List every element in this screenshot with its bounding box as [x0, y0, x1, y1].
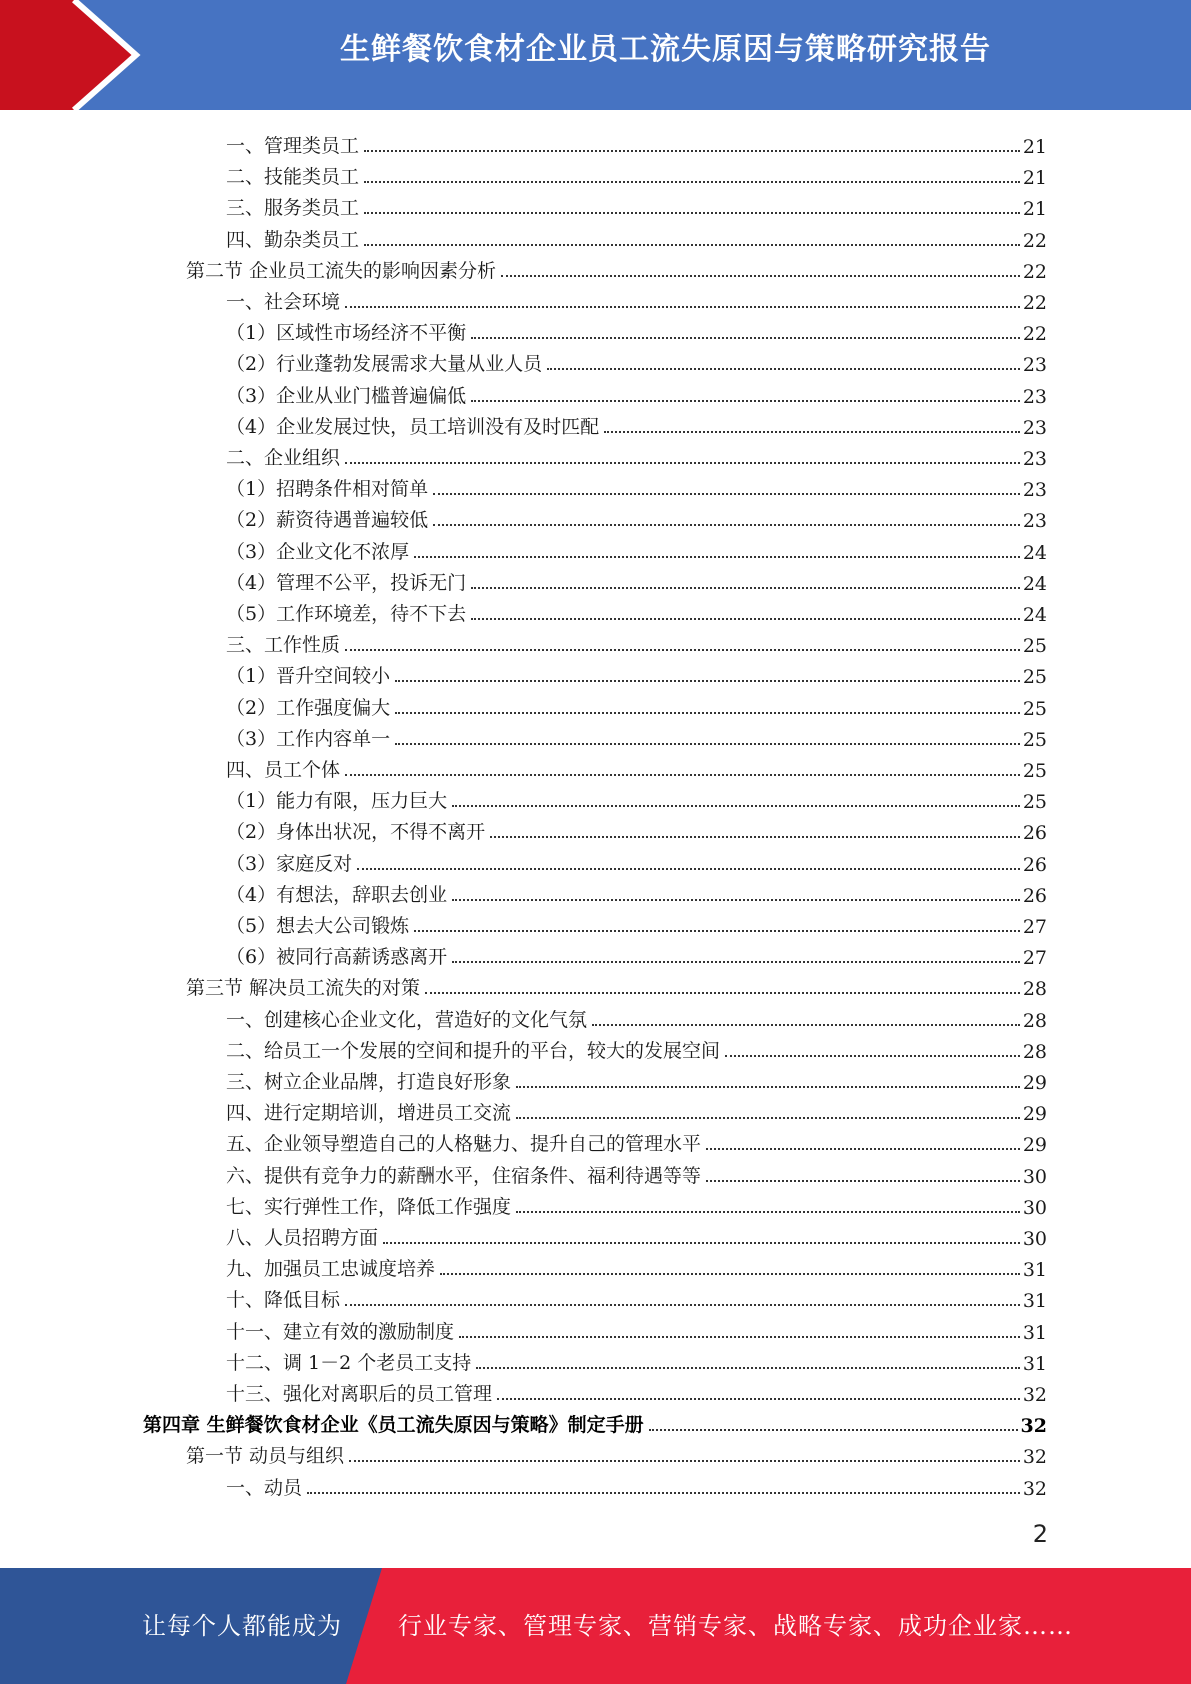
toc-entry-page: 21 — [1022, 198, 1047, 221]
footer-slogan-left: 让每个人都能成为 — [142, 1612, 342, 1640]
toc-entry-label: 一、管理类员工 — [226, 135, 360, 157]
toc-leader-dots — [452, 805, 1020, 807]
toc-leader-dots — [345, 306, 1020, 308]
toc-entry[interactable] — [226, 876, 1047, 907]
toc-entry[interactable] — [226, 533, 1047, 564]
toc-entry-label: 第二节 企业员工流失的影响因素分析 — [186, 259, 497, 282]
page-number: 2 — [1032, 1520, 1048, 1548]
toc-entry-label: 第三节 解决员工流失的对策 — [186, 977, 421, 1000]
toc-entry-label: 五、企业领导塑造自己的人格魅力、提升自己的管理水平 — [226, 1133, 702, 1156]
document-title: 生鲜餐饮食材企业员工流失原因与策略研究报告 — [340, 32, 991, 67]
toc-entry-label: 七、实行弹性工作，降低工作强度 — [226, 1195, 512, 1218]
toc-entry-label: 二、技能类员工 — [226, 166, 360, 189]
toc-leader-dots — [414, 556, 1020, 558]
toc-entry-label: （4）企业发展过快，员工培训没有及时匹配 — [226, 415, 600, 438]
toc-entry-label: 二、企业组织 — [226, 447, 341, 469]
footer-band — [0, 1568, 1191, 1684]
toc-entry-label: 十、降低目标 — [226, 1289, 341, 1312]
toc-leader-dots — [490, 836, 1020, 838]
toc-entry[interactable] — [226, 1157, 1047, 1188]
toc-entry-page: 32 — [1022, 1477, 1047, 1500]
toc-entry-page: 22 — [1022, 292, 1047, 314]
toc-entry-label: 六、提供有竞争力的薪酬水平，住宿条件、福利待遇等等 — [226, 1164, 702, 1187]
toc-leader-dots — [497, 1398, 1020, 1400]
toc-leader-dots — [471, 618, 1020, 620]
toc-leader-dots — [414, 930, 1020, 932]
toc-leader-dots — [501, 275, 1020, 277]
toc-entry[interactable] — [226, 127, 1047, 158]
toc-entry[interactable] — [226, 1125, 1047, 1156]
footer-slogan-right: 行业专家、管理专家、营销专家、战略专家、成功企业家…… — [398, 1612, 1073, 1640]
toc-entry-page: 32 — [1022, 1384, 1047, 1406]
toc-leader-dots — [433, 493, 1020, 495]
toc-entry-page: 26 — [1022, 884, 1047, 907]
toc-entry[interactable] — [226, 1375, 1047, 1406]
toc-entry-label: 十一、建立有效的激励制度 — [226, 1320, 455, 1343]
toc-leader-dots — [471, 337, 1020, 339]
toc-entry-label: （3）家庭反对 — [226, 852, 353, 875]
toc-entry-page: 30 — [1022, 1196, 1047, 1219]
toc-entry[interactable] — [143, 1406, 1047, 1437]
toc-entry-label: 三、工作性质 — [226, 634, 341, 657]
toc-entry-label: 第一节 动员与组织 — [186, 1445, 345, 1468]
toc-entry-page: 28 — [1022, 1040, 1047, 1063]
toc-entry[interactable] — [226, 907, 1047, 938]
toc-entry-label: 一、社会环境 — [226, 291, 341, 313]
toc-entry-page: 21 — [1022, 167, 1047, 190]
toc-leader-dots — [345, 774, 1020, 776]
toc-entry[interactable] — [226, 1032, 1047, 1063]
toc-leader-dots — [516, 1211, 1020, 1213]
toc-leader-dots — [364, 150, 1020, 152]
toc-leader-dots — [547, 368, 1020, 370]
toc-entry-page: 22 — [1022, 323, 1047, 346]
toc-entry-label: （3）工作内容单一 — [226, 727, 391, 750]
toc-entry[interactable] — [226, 1001, 1047, 1032]
toc-entry-label: （3）企业从业门槛普遍偏低 — [226, 384, 467, 407]
toc-entry[interactable] — [226, 1219, 1047, 1250]
toc-entry-page: 21 — [1022, 136, 1047, 158]
toc-entry[interactable] — [226, 720, 1047, 751]
toc-entry-label: （1）晋升空间较小 — [226, 665, 391, 688]
toc-leader-dots — [433, 524, 1020, 526]
toc-entry-page: 29 — [1022, 1072, 1047, 1094]
toc-entry[interactable] — [186, 969, 1047, 1000]
toc-entry-page: 23 — [1022, 354, 1047, 377]
toc-entry-page: 31 — [1022, 1290, 1047, 1313]
toc-entry[interactable] — [226, 1313, 1047, 1344]
toc-entry-label: 一、动员 — [226, 1476, 303, 1499]
toc-entry[interactable] — [226, 782, 1047, 813]
toc-entry[interactable] — [226, 408, 1047, 439]
toc-entry[interactable] — [226, 1188, 1047, 1219]
toc-entry[interactable] — [186, 252, 1047, 283]
toc-leader-dots — [395, 712, 1020, 714]
toc-entry-label: （4）管理不公平，投诉无门 — [226, 571, 467, 594]
toc-entry[interactable] — [226, 657, 1047, 688]
toc-leader-dots — [383, 1242, 1020, 1244]
toc-entry-page: 23 — [1022, 448, 1047, 470]
toc-entry-label: 一、创建核心企业文化，营造好的文化气氛 — [226, 1008, 588, 1031]
toc-entry-page: 32 — [1022, 1446, 1047, 1469]
toc-entry-page: 22 — [1022, 229, 1047, 252]
toc-entry[interactable] — [226, 158, 1047, 189]
toc-leader-dots — [649, 1429, 1018, 1431]
toc-entry-label: 四、勤杂类员工 — [226, 228, 360, 251]
toc-entry-page: 23 — [1022, 479, 1047, 502]
toc-entry[interactable] — [226, 751, 1047, 782]
toc-entry-page: 27 — [1022, 916, 1047, 938]
toc-entry-label: 九、加强员工忠诚度培养 — [226, 1258, 436, 1281]
toc-leader-dots — [725, 1055, 1020, 1057]
toc-entry-label: （1）区域性市场经济不平衡 — [226, 322, 467, 345]
toc-entry-page: 25 — [1022, 791, 1047, 814]
toc-entry-page: 31 — [1022, 1259, 1047, 1282]
toc-leader-dots — [471, 587, 1020, 589]
toc-leader-dots — [452, 899, 1020, 901]
toc-entry-page: 29 — [1022, 1103, 1047, 1126]
toc-entry-page: 25 — [1022, 760, 1047, 782]
toc-entry-page: 32 — [1020, 1415, 1047, 1438]
toc-entry[interactable] — [226, 439, 1047, 470]
toc-entry[interactable] — [226, 1469, 1047, 1500]
toc-entry-page: 29 — [1022, 1134, 1047, 1157]
toc-entry-label: 四、进行定期培训，增进员工交流 — [226, 1102, 512, 1125]
toc-entry[interactable] — [186, 1437, 1047, 1468]
toc-leader-dots — [425, 992, 1020, 994]
toc-leader-dots — [516, 1117, 1020, 1119]
toc-leader-dots — [706, 1148, 1020, 1150]
toc-entry[interactable] — [226, 1281, 1047, 1312]
toc-entry-page: 31 — [1022, 1321, 1047, 1344]
toc-entry-label: （4）有想法，辞职去创业 — [226, 883, 448, 906]
toc-leader-dots — [364, 244, 1020, 246]
toc-leader-dots — [604, 431, 1020, 433]
toc-entry[interactable] — [226, 813, 1047, 844]
toc-entry-page: 24 — [1022, 572, 1047, 595]
toc-entry-label: 八、人员招聘方面 — [226, 1227, 379, 1249]
toc-entry-label: 第四章 生鲜餐饮食材企业《员工流失原因与策略》制定手册 — [143, 1414, 644, 1437]
toc-entry-page: 26 — [1022, 853, 1047, 876]
toc-entry-label: 三、树立企业品牌，打造良好形象 — [226, 1071, 512, 1093]
toc-leader-dots — [349, 1460, 1020, 1462]
toc-entry[interactable] — [226, 377, 1047, 408]
toc-leader-dots — [459, 1336, 1020, 1338]
toc-entry[interactable] — [226, 501, 1047, 532]
toc-entry-page: 25 — [1022, 728, 1047, 751]
toc-entry-page: 23 — [1022, 510, 1047, 533]
toc-entry-label: （1）招聘条件相对简单 — [226, 478, 429, 501]
arrow-chevron-icon — [0, 0, 160, 110]
toc-leader-dots — [345, 649, 1020, 651]
toc-entry-page: 27 — [1022, 947, 1047, 970]
toc-leader-dots — [471, 400, 1020, 402]
toc-entry-page: 25 — [1022, 697, 1047, 720]
toc-entry-page: 22 — [1022, 260, 1047, 283]
toc-entry[interactable] — [226, 345, 1047, 376]
toc-entry-page: 31 — [1022, 1352, 1047, 1375]
toc-entry-label: 三、服务类员工 — [226, 197, 360, 220]
toc-entry-label: （5）想去大公司锻炼 — [226, 915, 410, 937]
header-band — [0, 0, 1191, 110]
toc-entry-label: 十三、强化对离职后的员工管理 — [226, 1383, 493, 1405]
toc-entry-page: 24 — [1022, 541, 1047, 564]
toc-entry-page: 30 — [1022, 1165, 1047, 1188]
toc-leader-dots — [452, 961, 1020, 963]
toc-leader-dots — [706, 1180, 1020, 1182]
toc-leader-dots — [345, 462, 1020, 464]
toc-entry[interactable] — [226, 189, 1047, 220]
toc-entry[interactable] — [226, 845, 1047, 876]
toc-entry-label: （2）行业蓬勃发展需求大量从业人员 — [226, 353, 543, 376]
toc-leader-dots — [516, 1086, 1020, 1088]
toc-entry-page: 26 — [1022, 822, 1047, 845]
toc-entry-label: 十二、调 1－2 个老员工支持 — [226, 1351, 472, 1374]
toc-entry-page: 28 — [1022, 1009, 1047, 1032]
toc-entry-label: （2）身体出状况，不得不离开 — [226, 821, 486, 844]
toc-entry[interactable] — [226, 689, 1047, 720]
toc-entry-label: 四、员工个体 — [226, 759, 341, 781]
toc-entry-label: （5）工作环境差，待不下去 — [226, 603, 467, 625]
toc-entry[interactable] — [226, 564, 1047, 595]
toc-entry-label: （1）能力有限，压力巨大 — [226, 790, 448, 813]
toc-entry[interactable] — [226, 1344, 1047, 1375]
toc-leader-dots — [395, 743, 1020, 745]
toc-entry-page: 30 — [1022, 1228, 1047, 1250]
toc-leader-dots — [364, 212, 1020, 214]
toc-entry[interactable] — [226, 1063, 1047, 1094]
toc-leader-dots — [592, 1024, 1020, 1026]
toc-entry-label: （2）工作强度偏大 — [226, 696, 391, 719]
toc-entry[interactable] — [226, 626, 1047, 657]
toc-leader-dots — [307, 1492, 1020, 1494]
toc-entry-label: 二、给员工一个发展的空间和提升的平台，较大的发展空间 — [226, 1039, 721, 1062]
toc-entry[interactable] — [226, 221, 1047, 252]
toc-entry[interactable] — [226, 1250, 1047, 1281]
toc-entry-page: 23 — [1022, 416, 1047, 439]
toc-entry[interactable] — [226, 283, 1047, 314]
toc-entry-label: （3）企业文化不浓厚 — [226, 540, 410, 563]
toc-leader-dots — [440, 1273, 1020, 1275]
toc-entry[interactable] — [226, 938, 1047, 969]
toc-entry-page: 24 — [1022, 604, 1047, 626]
toc-entry[interactable] — [226, 595, 1047, 626]
toc-entry[interactable] — [226, 1094, 1047, 1125]
toc-entry-page: 28 — [1022, 978, 1047, 1001]
toc-entry-page: 25 — [1022, 635, 1047, 658]
toc-leader-dots — [395, 680, 1020, 682]
toc-entry[interactable] — [226, 314, 1047, 345]
toc-entry-label: （6）被同行高薪诱惑离开 — [226, 946, 448, 969]
toc-leader-dots — [476, 1367, 1020, 1369]
toc-leader-dots — [345, 1304, 1020, 1306]
toc-leader-dots — [357, 868, 1020, 870]
toc-entry-page: 25 — [1022, 666, 1047, 689]
toc-entry-page: 23 — [1022, 385, 1047, 408]
toc-entry[interactable] — [226, 470, 1047, 501]
toc-leader-dots — [364, 181, 1020, 183]
toc-entry-label: （2）薪资待遇普遍较低 — [226, 509, 429, 532]
